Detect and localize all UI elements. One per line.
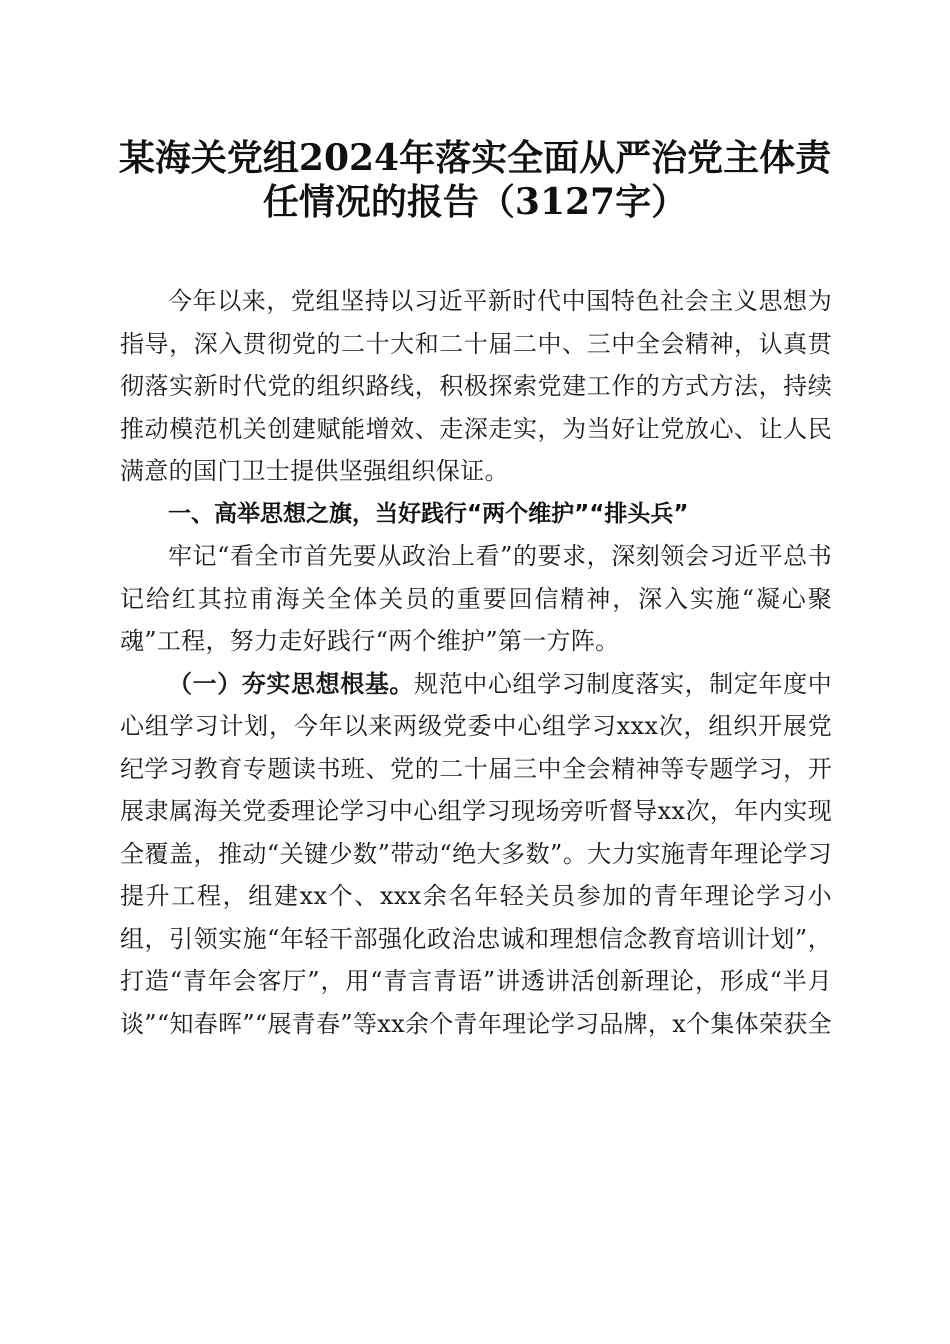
title-line-1: 某海关党组2024年落实全面从严治党主体责: [118, 137, 832, 179]
title-line-2: 任情况的报告（3127字）: [262, 181, 688, 223]
subsection-1-paragraph: [120, 663, 832, 1046]
section-1-heading: 一、高举思想之旗，当好践行“两个维护”“排头兵”: [168, 500, 689, 527]
document-title: [100, 136, 850, 224]
intro-paragraph: 今年以来，党组坚持以习近平新时代中国特色社会主义思想为指导，深入贯彻党的二十大和二十届二中、三中全会精神，认真贯彻落实新时代党的组织路线，积极探索党建工作的方式方法，持续推动模范机关创建赋能增效、走深走实，为当好让党放心、让人民满意的国门卫士提供坚强组织保证。: [120, 287, 832, 485]
subsection-1-text: 规范中心组学习制度落实，制定年度中心组学习计划，今年以来两级党委中心组学习xxx次，组织开展党纪学习教育专题读书班、党的二十届三中全会精神等专题学习，开展隶属海关党委理论学习中心组学习现场旁听督导xx次，年内实现全覆盖，推动“关键少数”带动“绝大多数”。大力实施青年理论学习提升工程，组建xx个、xxx余名年轻关员参加的青年理论学习小组，引领实施“年轻干部强化政治忠诚和理想信念教育培训计划”，打造“青年会客厅”，用“青言青语”讲透讲活创新理论，形成“半月谈”“知春晖”“展青春”等xx余个青年理论学习品牌，x个集体荣获全: [120, 669, 833, 1038]
section-1-paragraph: 牢记“看全市首先要从政治上看”的要求，深刻领会习近平总书记给红其拉甫海关全体关员的重要回信精神，深入实施“凝心聚魂”工程，努力走好践行“两个维护”第一方阵。: [120, 542, 832, 655]
subsection-1-lead: （一）夯实思想根基。: [168, 669, 415, 698]
document-body: [120, 280, 832, 1045]
